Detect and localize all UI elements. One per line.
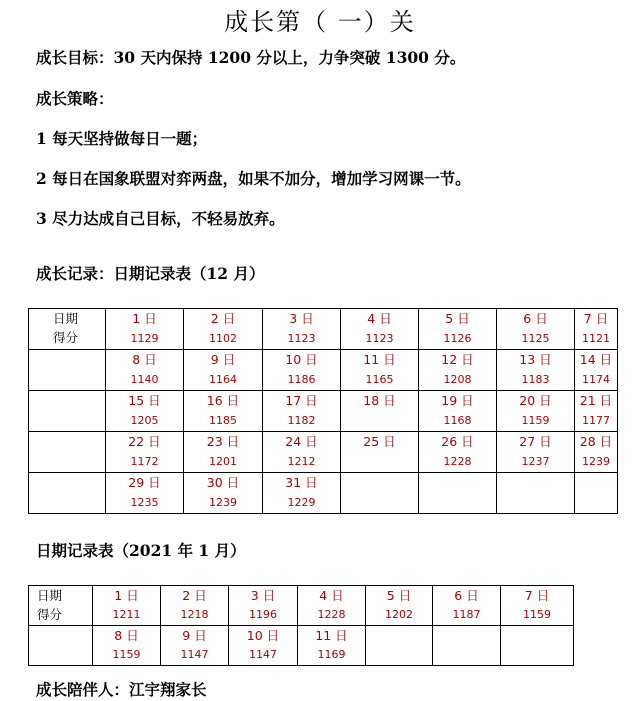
score-value: 1123 bbox=[365, 332, 394, 345]
day-cell bbox=[184, 391, 263, 432]
day-label: 15 日 bbox=[128, 393, 161, 408]
score-value: 1218 bbox=[180, 608, 209, 621]
table-row bbox=[29, 309, 618, 350]
day-cell bbox=[93, 586, 161, 626]
day-label: 4 日 bbox=[319, 588, 344, 603]
empty-cell bbox=[366, 626, 433, 666]
empty-header-cell bbox=[29, 473, 106, 514]
day-cell bbox=[263, 473, 341, 514]
score-value: 1202 bbox=[385, 608, 413, 621]
day-label: 29 日 bbox=[128, 475, 161, 490]
header-score-label: 得分 bbox=[53, 330, 79, 345]
score-value: 1123 bbox=[287, 332, 316, 345]
score-value: 1169 bbox=[317, 648, 346, 661]
score-value: 1229 bbox=[287, 496, 316, 509]
score-value: 1182 bbox=[287, 414, 316, 427]
day-label: 7 日 bbox=[583, 311, 609, 326]
day-cell bbox=[501, 586, 574, 626]
day-cell bbox=[263, 432, 341, 473]
strategy-3: 3 尽力达成自己目标，不轻易放弃。 bbox=[36, 209, 285, 228]
january-heading: 日期记录表（2021 年 1 月） bbox=[36, 541, 246, 560]
day-cell bbox=[497, 350, 575, 391]
day-label: 25 日 bbox=[363, 434, 396, 449]
score-value: 1140 bbox=[130, 373, 159, 386]
score-value: 1212 bbox=[287, 455, 316, 468]
day-cell bbox=[497, 391, 575, 432]
table-row bbox=[29, 626, 574, 666]
day-cell bbox=[263, 391, 341, 432]
score-value: 1196 bbox=[249, 608, 277, 621]
score-value: 1121 bbox=[582, 332, 610, 345]
score-value: 1183 bbox=[521, 373, 550, 386]
day-label: 14 日 bbox=[579, 352, 613, 367]
empty-cell bbox=[419, 473, 497, 514]
empty-cell bbox=[501, 626, 574, 666]
score-value: 1159 bbox=[112, 648, 141, 661]
strategy-heading: 成长策略： bbox=[36, 89, 114, 108]
day-cell bbox=[497, 432, 575, 473]
day-label: 7 日 bbox=[524, 588, 550, 603]
day-label: 6 日 bbox=[454, 588, 479, 603]
day-label: 28 日 bbox=[579, 434, 613, 449]
table-row bbox=[29, 391, 618, 432]
header-cell bbox=[29, 309, 106, 350]
score-value: 1235 bbox=[130, 496, 159, 509]
day-cell bbox=[93, 626, 161, 666]
day-cell bbox=[263, 309, 341, 350]
day-label: 6 日 bbox=[523, 311, 548, 326]
score-value: 1187 bbox=[452, 608, 481, 621]
page-title: 成长第（ 一）关 bbox=[224, 8, 416, 36]
header-cell bbox=[29, 586, 93, 626]
day-label: 10 日 bbox=[246, 628, 280, 643]
day-cell bbox=[575, 391, 618, 432]
score-value: 1211 bbox=[112, 608, 141, 621]
empty-cell bbox=[575, 473, 618, 514]
day-cell bbox=[106, 391, 184, 432]
score-value: 1147 bbox=[249, 648, 277, 661]
score-value: 1201 bbox=[209, 455, 237, 468]
day-cell bbox=[575, 309, 618, 350]
day-cell bbox=[366, 586, 433, 626]
score-value: 1172 bbox=[130, 455, 159, 468]
day-label: 11 日 bbox=[363, 352, 396, 367]
day-cell bbox=[341, 432, 419, 473]
empty-header-cell bbox=[29, 391, 106, 432]
day-label: 18 日 bbox=[363, 393, 396, 408]
score-value: 1102 bbox=[209, 332, 237, 345]
day-label: 10 日 bbox=[285, 352, 318, 367]
day-cell bbox=[575, 350, 618, 391]
table-row bbox=[29, 350, 618, 391]
score-value: 1239 bbox=[209, 496, 237, 509]
day-label: 3 日 bbox=[250, 588, 276, 603]
score-value: 1129 bbox=[130, 332, 159, 345]
day-label: 4 日 bbox=[367, 311, 392, 326]
day-cell bbox=[229, 626, 298, 666]
day-cell bbox=[298, 626, 366, 666]
day-label: 5 日 bbox=[386, 588, 412, 603]
empty-header-cell bbox=[29, 432, 106, 473]
day-cell bbox=[419, 350, 497, 391]
score-value: 1125 bbox=[521, 332, 550, 345]
score-value: 1165 bbox=[365, 373, 394, 386]
december-heading: 成长记录：日期记录表（12 月） bbox=[36, 264, 265, 283]
table-row bbox=[29, 432, 618, 473]
january-record-table bbox=[28, 585, 574, 666]
day-label: 3 日 bbox=[289, 311, 314, 326]
day-label: 9 日 bbox=[210, 352, 236, 367]
day-cell bbox=[161, 626, 229, 666]
day-label: 5 日 bbox=[445, 311, 470, 326]
strategy-2: 2 每日在国象联盟对弈两盘，如果不加分，增加学习网课一节。 bbox=[36, 169, 471, 188]
day-cell bbox=[419, 309, 497, 350]
score-value: 1205 bbox=[130, 414, 159, 427]
day-label: 2 日 bbox=[210, 311, 236, 326]
day-cell bbox=[106, 350, 184, 391]
score-value: 1177 bbox=[582, 414, 610, 427]
score-value: 1174 bbox=[582, 373, 610, 386]
day-label: 20 日 bbox=[519, 393, 552, 408]
strategy-1: 1 每天坚持做每日一题； bbox=[36, 129, 208, 148]
day-cell bbox=[575, 432, 618, 473]
score-value: 1164 bbox=[209, 373, 237, 386]
header-date-label: 日期 bbox=[53, 311, 79, 326]
score-value: 1228 bbox=[443, 455, 472, 468]
day-label: 19 日 bbox=[441, 393, 474, 408]
day-label: 1 日 bbox=[132, 311, 157, 326]
score-value: 1159 bbox=[523, 608, 551, 621]
empty-cell bbox=[341, 473, 419, 514]
companion: 成长陪伴人：江宇翔家长 bbox=[36, 680, 207, 699]
day-label: 1 日 bbox=[114, 588, 139, 603]
score-value: 1147 bbox=[180, 648, 209, 661]
score-value: 1239 bbox=[582, 455, 610, 468]
empty-cell bbox=[433, 626, 501, 666]
day-label: 11 日 bbox=[315, 628, 348, 643]
day-cell bbox=[341, 391, 419, 432]
empty-header-cell bbox=[29, 350, 106, 391]
day-label: 8 日 bbox=[132, 352, 157, 367]
day-cell bbox=[161, 586, 229, 626]
day-label: 12 日 bbox=[441, 352, 474, 367]
december-record-table bbox=[28, 308, 618, 514]
header-date-label: 日期 bbox=[37, 588, 63, 603]
day-cell bbox=[433, 586, 501, 626]
day-cell bbox=[106, 473, 184, 514]
table-row bbox=[29, 473, 618, 514]
day-label: 27 日 bbox=[519, 434, 552, 449]
score-value: 1185 bbox=[209, 414, 237, 427]
day-cell bbox=[106, 309, 184, 350]
day-label: 13 日 bbox=[519, 352, 552, 367]
day-label: 22 日 bbox=[128, 434, 161, 449]
empty-header-cell bbox=[29, 626, 93, 666]
day-cell bbox=[184, 432, 263, 473]
day-label: 8 日 bbox=[114, 628, 139, 643]
score-value: 1208 bbox=[443, 373, 472, 386]
day-cell bbox=[341, 350, 419, 391]
day-cell bbox=[106, 432, 184, 473]
day-label: 17 日 bbox=[285, 393, 318, 408]
table-row bbox=[29, 586, 574, 626]
header-score-label: 得分 bbox=[37, 607, 63, 622]
day-label: 16 日 bbox=[206, 393, 240, 408]
day-cell bbox=[341, 309, 419, 350]
day-label: 24 日 bbox=[285, 434, 318, 449]
growth-goal: 成长目标：30 天内保持 1200 分以上，力争突破 1300 分。 bbox=[36, 48, 466, 67]
day-cell bbox=[184, 309, 263, 350]
day-label: 31 日 bbox=[285, 475, 318, 490]
day-cell bbox=[419, 391, 497, 432]
day-cell bbox=[419, 432, 497, 473]
score-value: 1126 bbox=[443, 332, 472, 345]
score-value: 1159 bbox=[521, 414, 550, 427]
day-label: 26 日 bbox=[441, 434, 474, 449]
day-cell bbox=[497, 309, 575, 350]
score-value: 1186 bbox=[287, 373, 316, 386]
day-label: 9 日 bbox=[182, 628, 207, 643]
day-cell bbox=[184, 350, 263, 391]
day-cell bbox=[263, 350, 341, 391]
day-label: 21 日 bbox=[579, 393, 613, 408]
day-label: 2 日 bbox=[182, 588, 207, 603]
empty-cell bbox=[497, 473, 575, 514]
day-label: 30 日 bbox=[206, 475, 240, 490]
day-cell bbox=[229, 586, 298, 626]
day-label: 23 日 bbox=[206, 434, 240, 449]
day-cell bbox=[184, 473, 263, 514]
day-cell bbox=[298, 586, 366, 626]
score-value: 1237 bbox=[521, 455, 550, 468]
score-value: 1168 bbox=[443, 414, 472, 427]
score-value: 1228 bbox=[317, 608, 346, 621]
